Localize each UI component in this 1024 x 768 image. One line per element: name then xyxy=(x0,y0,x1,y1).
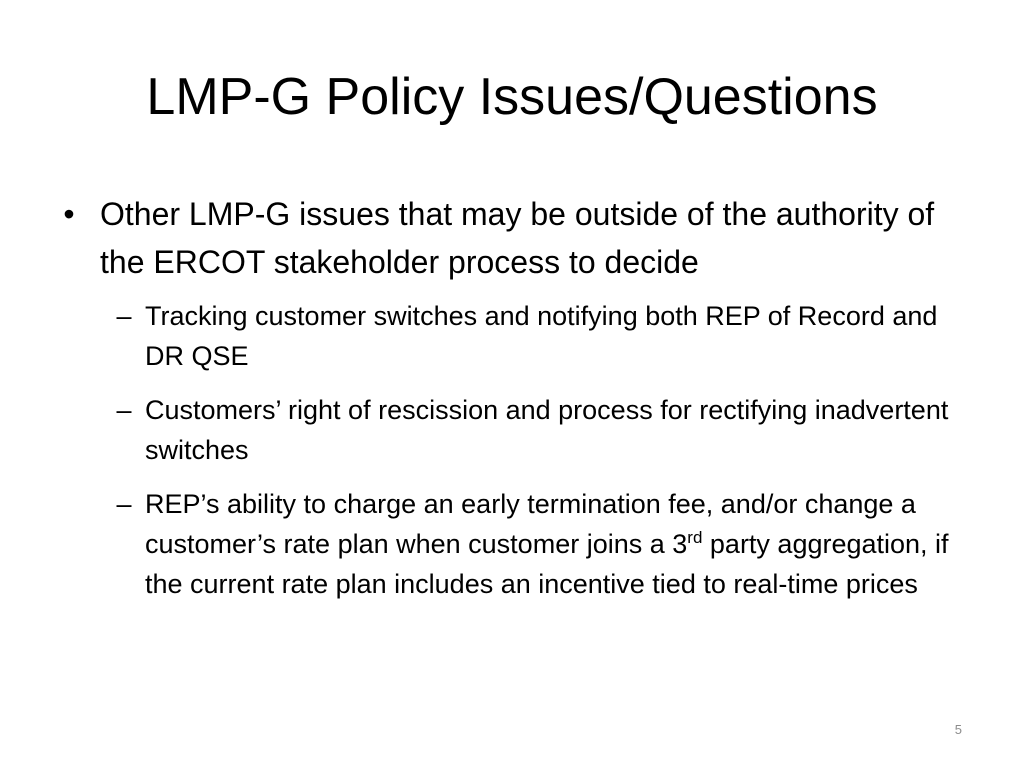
ordinal-superscript: rd xyxy=(687,528,703,547)
bullet-text: Other LMP-G issues that may be outside of the authority of the ERCOT stakeholder process to decide xyxy=(100,196,935,280)
slide-title: LMP-G Policy Issues/Questions xyxy=(146,68,878,126)
slide-content xyxy=(63,190,970,618)
dash-marker: – xyxy=(116,489,132,519)
sub-bullet-text-after: party aggregation, if the current rate plan includes an incentive tied to real-time prices xyxy=(145,529,949,599)
sub-bullet-item xyxy=(116,390,970,470)
sub-bullet-text: Tracking customer switches and notifying both REP of Record and DR QSE xyxy=(145,301,938,371)
dash-marker: – xyxy=(116,395,132,425)
bullet-marker: • xyxy=(63,196,75,232)
page-number: 5 xyxy=(954,722,962,737)
sub-bullet-text: Customers’ right of rescission and process for rectifying inadvertent switches xyxy=(145,395,949,465)
sub-bullet-item xyxy=(116,484,970,604)
sub-bullet-item xyxy=(116,296,970,376)
sub-bullet-list xyxy=(116,296,970,604)
dash-marker: – xyxy=(116,301,132,331)
bullet-item xyxy=(63,190,970,286)
sub-bullet-text-before: REP’s ability to charge an early termination fee, and/or change a customer’s rate plan when customer joins a 3 xyxy=(145,489,916,559)
